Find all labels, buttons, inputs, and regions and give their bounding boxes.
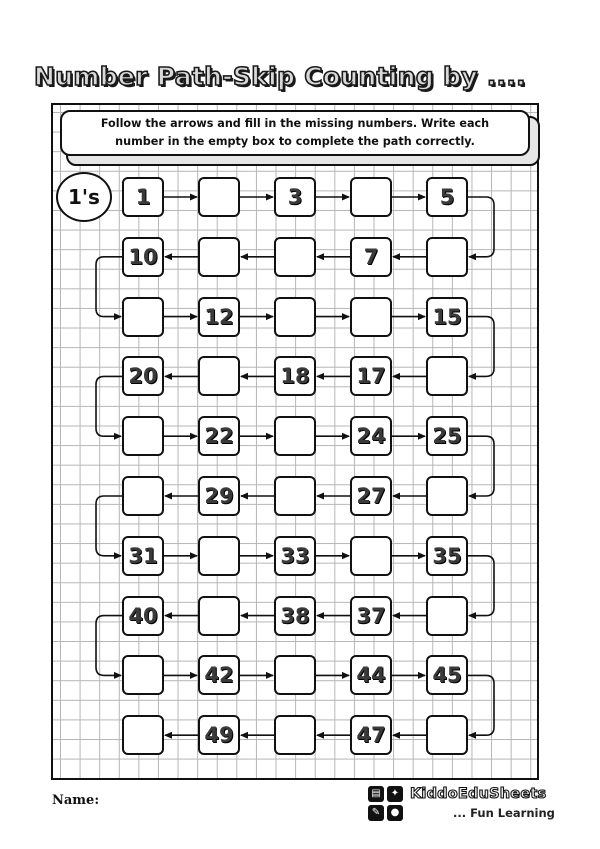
instructions-text: Follow the arrows and fill in the missing numbers. Write each number in the empty box to complete the path correctly.	[100, 117, 490, 148]
empty-answer-box[interactable]	[198, 356, 240, 396]
empty-answer-box[interactable]	[198, 596, 240, 636]
number-box: 3	[274, 177, 316, 217]
number-box: 40	[122, 596, 164, 636]
skip-count-badge: 1's	[56, 172, 112, 222]
number-box: 5	[426, 177, 468, 217]
brand-logo-icon	[368, 786, 408, 822]
path-turn-arrow	[96, 257, 122, 317]
number-box: 17	[350, 356, 392, 396]
number-box: 45	[426, 655, 468, 695]
path-turn-arrow	[468, 317, 494, 377]
page-title: Number Path-Skip Counting by ....	[34, 62, 526, 91]
path-turn-arrow	[468, 197, 494, 257]
path-turn-arrow	[96, 496, 122, 556]
brand-tagline: ... Fun Learning	[453, 806, 555, 820]
empty-answer-box[interactable]	[350, 177, 392, 217]
number-box: 24	[350, 416, 392, 456]
empty-answer-box[interactable]	[274, 476, 316, 516]
number-box: 31	[122, 536, 164, 576]
empty-answer-box[interactable]	[426, 596, 468, 636]
empty-answer-box[interactable]	[122, 715, 164, 755]
number-box: 20	[122, 356, 164, 396]
number-box: 37	[350, 596, 392, 636]
brand-name: KiddoEduSheets	[410, 786, 547, 802]
empty-answer-box[interactable]	[426, 715, 468, 755]
number-box: 15	[426, 297, 468, 337]
empty-answer-box[interactable]	[198, 237, 240, 277]
empty-answer-box[interactable]	[274, 715, 316, 755]
palette-icon: ●	[387, 805, 403, 821]
number-box: 38	[274, 596, 316, 636]
path-turn-arrow	[96, 616, 122, 676]
empty-answer-box[interactable]	[426, 356, 468, 396]
empty-answer-box[interactable]	[274, 416, 316, 456]
number-box: 10	[122, 237, 164, 277]
empty-answer-box[interactable]	[274, 655, 316, 695]
path-turn-arrow	[468, 436, 494, 496]
number-box: 18	[274, 356, 316, 396]
number-box: 44	[350, 655, 392, 695]
number-box: 1	[122, 177, 164, 217]
empty-answer-box[interactable]	[350, 297, 392, 337]
number-box: 22	[198, 416, 240, 456]
empty-answer-box[interactable]	[350, 536, 392, 576]
empty-answer-box[interactable]	[274, 297, 316, 337]
number-box: 33	[274, 536, 316, 576]
empty-answer-box[interactable]	[122, 297, 164, 337]
empty-answer-box[interactable]	[198, 536, 240, 576]
pencil-icon: ✎	[368, 805, 384, 821]
path-turn-arrow	[96, 376, 122, 436]
empty-answer-box[interactable]	[426, 476, 468, 516]
number-box: 47	[350, 715, 392, 755]
empty-answer-box[interactable]	[198, 177, 240, 217]
empty-answer-box[interactable]	[122, 416, 164, 456]
number-box: 7	[350, 237, 392, 277]
number-box: 35	[426, 536, 468, 576]
empty-answer-box[interactable]	[426, 237, 468, 277]
empty-answer-box[interactable]	[122, 476, 164, 516]
book-icon: ▤	[368, 786, 384, 802]
number-box: 42	[198, 655, 240, 695]
empty-answer-box[interactable]	[122, 655, 164, 695]
number-box: 29	[198, 476, 240, 516]
number-box: 12	[198, 297, 240, 337]
number-box: 27	[350, 476, 392, 516]
name-label: Name:	[52, 793, 100, 808]
path-turn-arrow	[468, 556, 494, 616]
number-box: 49	[198, 715, 240, 755]
puzzle-icon: ✦	[387, 786, 403, 802]
number-box: 25	[426, 416, 468, 456]
path-turn-arrow	[468, 675, 494, 735]
empty-answer-box[interactable]	[274, 237, 316, 277]
